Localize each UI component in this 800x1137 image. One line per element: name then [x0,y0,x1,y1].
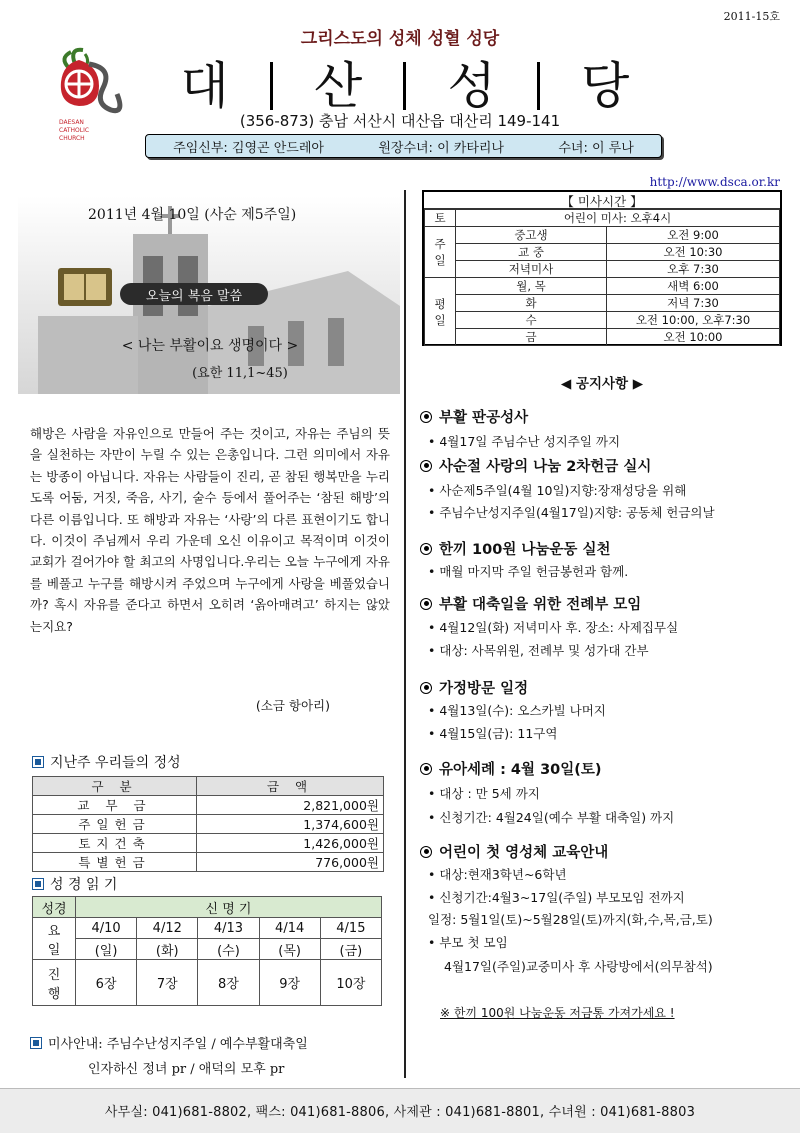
offering-amount: 1,374,600원 [197,815,384,834]
mass-name: 저녁미사 [456,261,607,278]
offering-amount: 2,821,000원 [197,796,384,815]
mass-time: 오전 10:00 [607,329,780,346]
title-char: 대 [180,57,229,115]
church-title [160,58,650,114]
bible-col-header: 성경 [33,897,76,918]
table-row [33,853,384,872]
address: (356-873) 충남 서산시 대산읍 대산리 149-141 [239,112,561,130]
mass-time: 오후 7:30 [607,261,780,278]
target-bullet-icon [420,411,432,423]
target-bullet-icon [420,763,432,775]
target-bullet-icon [420,543,432,555]
square-bullet-icon [32,756,44,768]
reading-day: (목) [259,939,320,960]
mass-guide [30,1033,308,1052]
notice-line: • 신청기간: 4월24일(예수 부활 대축일) 까지 [428,810,675,825]
mass-time: 저녁 7:30 [607,295,780,312]
gospel-reference: (요한 11,1~45) [192,366,288,381]
bulletin-date: 2011년 4월 10일 (사순 제5주일) [88,207,297,223]
notice-line: • 4월13일(수): 오스카빌 나머지 [428,703,606,718]
mass-name: 월, 목 [456,278,607,295]
table-row [33,815,384,834]
target-bullet-icon [420,846,432,858]
offering-header-category: 구 분 [33,777,197,796]
table-row [33,796,384,815]
offering-category: 교 무 금 [33,796,197,815]
parish-logo [55,44,145,154]
gospel-title: < 나는 부활이요 생명이다 > [121,338,299,354]
notice-line: • 신청기간:4월3~17일(주일) 부모모임 전까지 [428,890,685,905]
bible-reading-table [32,896,382,1006]
reading-chapter: 10장 [320,960,381,1006]
offering-section-label [32,752,181,772]
notice-line: 일정: 5월1일(토)~5월28일(토)까지(화,수,목,금,토) [428,912,713,927]
mass-time: 오전 9:00 [607,227,780,244]
square-bullet-icon [32,878,44,890]
sunday-label: 주 일 [425,227,456,278]
notice-footer: ※ 한끼 100원 나눔운동 저금통 가져가세요 ! [440,1006,675,1020]
reading-day: (일) [76,939,137,960]
notice-line: • 4월17일 주님수난 성지주일 까지 [428,434,621,449]
parish-headline: 그리스도의 성체 성혈 성당 [300,29,500,49]
target-bullet-icon [420,460,432,472]
issue-number: 2011-15호 [723,10,780,23]
offering-category: 특별헌금 [33,853,197,872]
target-bullet-icon [420,598,432,610]
bible-row-label-progress: 진 행 [33,960,76,1006]
notice-heading: 유아세례 : 4월 30일(토) [420,758,602,779]
notice-line: • 4월15일(금): 11구역 [428,726,558,741]
reading-date: 4/10 [76,918,137,939]
target-bullet-icon [420,682,432,694]
title-divider [537,62,540,110]
notice-heading: 부활 대축일을 위한 전례부 모임 [420,593,641,614]
bible-book: 신 명 기 [76,897,382,918]
mass-name: 화 [456,295,607,312]
mass-time: 오전 10:00, 오후7:30 [607,312,780,329]
offering-category: 주일헌금 [33,815,197,834]
bible-row-label-date: 요 일 [33,918,76,960]
notice-line: • 주님수난성지주일(4월17일)지향: 공동체 헌금의날 [428,505,715,520]
reading-chapter: 6장 [76,960,137,1006]
mass-guide-line2: 인자하신 정녀 pr / 애덕의 모후 pr [88,1062,285,1077]
table-row [33,834,384,853]
logo-text-2: CATHOLIC [59,127,90,134]
title-char: 성 [447,57,496,115]
reading-date: 4/13 [198,918,259,939]
notice-heading: 부활 판공성사 [420,406,528,427]
notice-line: • 매월 마지막 주일 헌금봉헌과 함께. [428,564,629,579]
bible-label-text: 성 경 읽 기 [50,877,118,893]
notice-line: 4월17일(주일)교중미사 후 사랑방에서(의무참석) [444,959,713,974]
notice-heading: 가정방문 일정 [420,677,528,698]
offering-category: 토지건축 [33,834,197,853]
staff-sister: 수녀: 이 루나 [558,140,634,156]
offering-table [32,776,384,872]
gospel-badge: 오늘의 복음 말씀 [120,283,268,305]
reading-day: (화) [137,939,198,960]
notice-heading: 한끼 100원 나눔운동 실천 [420,538,610,559]
reading-date: 4/15 [320,918,381,939]
mass-times-box [422,190,782,346]
offering-label-text: 지난주 우리들의 정성 [50,755,181,771]
notice-line: • 대상 : 만 5세 까지 [428,786,540,801]
website-link[interactable]: http://www.dsca.or.kr [649,175,780,189]
reflection-source: (소금 항아리) [255,698,330,713]
notice-line: • 대상:현재3학년~6학년 [428,867,567,882]
logo-text-1: DAESAN [59,119,84,126]
notice-line: • 사순제5주일(4월 10일)지향:장재성당을 위해 [428,483,687,498]
reading-chapter: 7장 [137,960,198,1006]
notice-line: • 부모 첫 모임 [428,935,508,950]
square-bullet-icon [30,1037,42,1049]
logo-text-3: CHURCH [59,135,85,142]
reading-chapter: 9장 [259,960,320,1006]
staff-pastor: 주임신부: 김영곤 안드레아 [173,140,324,156]
column-divider [404,190,406,1078]
mass-name: 금 [456,329,607,346]
title-char: 산 [314,57,363,115]
gospel-reflection: 해방은 사람을 자유인으로 만들어 주는 것이고, 자유는 주님의 뜻을 실천하는 자만이 누릴 수 있는 은총입니다. 그런 의미에서 자유는 방종이 아닙니다. 자유는 사람들이 진리, 곧 참된 행복만을 누리도록 어둠, 거짓, 죽음, 사기, 술수 등에서 풀어주는 ‘참된 해방’의 다른 이름입니다. 또 해방과 자유는 ‘사랑’의 다른 표현이기도 합니다. 이것이 주님께서 우리 가운데 오신 이유이고 목적이며 이것이 교회가 걸어가야 할 최고의 사명입니다.우리는 오늘 누구에게 자유를 베풀고 누구를 해방시켜 주었으며 누구에게 사랑을 베풀었습니까? 혹시 자유를 준다고 하면서 오히려 ‘옭아매려고’ 하지는 않았는지요? [30,426,390,634]
staff-superior: 원장수녀: 이 카타리나 [378,140,504,156]
reading-chapter: 8장 [198,960,259,1006]
mass-time: 오전 10:30 [607,244,780,261]
notice-line: • 대상: 사목위원, 전례부 및 성가대 간부 [428,643,649,658]
reading-date: 4/12 [137,918,198,939]
weekday-label: 평 일 [425,278,456,346]
reading-date: 4/14 [259,918,320,939]
title-divider [403,62,406,110]
sat-label: 토 [425,210,456,227]
notice-heading: 어린이 첫 영성체 교육안내 [420,841,608,862]
notice-heading: 사순절 사랑의 나눔 2차헌금 실시 [420,455,651,476]
mass-guide-line1: 미사안내: 주님수난성지주일 / 예수부활대축일 [48,1037,308,1052]
bible-reading-section-label [32,874,117,894]
notice-line: • 4월12일(화) 저녁미사 후. 장소: 사제집무실 [428,620,679,635]
sat-mass: 어린이 미사: 오후4시 [456,210,780,227]
reading-day: (금) [320,939,381,960]
title-divider [270,62,273,110]
offering-amount: 1,426,000원 [197,834,384,853]
mass-times-title: 【 미사시간 】 [424,192,780,209]
mass-name: 중고생 [456,227,607,244]
reading-day: (수) [198,939,259,960]
title-char: 당 [581,57,630,115]
mass-time: 새벽 6:00 [607,278,780,295]
notices-title: ◀ 공지사항 ▶ [560,376,644,392]
contact-numbers: 사무실: 041)681-8802, 팩스: 041)681-8806, 사제관 : 041)681-8801, 수녀원 : 041)681-8803 [104,1105,696,1120]
offering-amount: 776,000원 [197,853,384,872]
mass-name: 교 중 [456,244,607,261]
mass-name: 수 [456,312,607,329]
staff-bar [145,134,662,158]
offering-header-amount: 금 액 [197,777,384,796]
